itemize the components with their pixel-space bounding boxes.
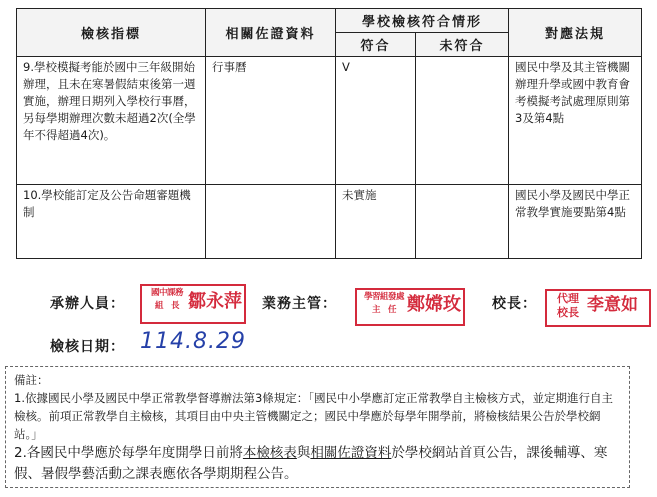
table-row xyxy=(17,57,642,185)
note-2-evidence-link: 相關佐證資料 xyxy=(310,445,392,461)
notes-title: 備註： xyxy=(14,373,49,387)
organizer-stamp-role: 組 長 xyxy=(154,300,179,311)
row-compliant: 未實施 xyxy=(336,185,416,259)
header-compliant: 符合 xyxy=(336,33,416,57)
principal-stamp xyxy=(545,289,651,327)
header-law: 對應法規 xyxy=(509,9,642,57)
header-compliance: 學校檢核符合情形 xyxy=(336,9,509,33)
check-date-label: 檢核日期： xyxy=(50,339,125,355)
supervisor-stamp xyxy=(355,288,465,326)
row-evidence: 行事曆 xyxy=(206,57,336,185)
principal-stamp-role: 校長 xyxy=(557,305,579,319)
row-indicator: 9.學校模擬考能於國中三年級開始辦理，且未在寒暑假結束後第一週實施，辦理日期列入學校行事曆，另每學期辦理次數未超過2次(全學年不得超過4次)。 xyxy=(17,57,206,185)
row-noncompliant xyxy=(416,185,509,259)
notes-box xyxy=(5,366,630,488)
row-law: 國民小學及國民中學正常教學實施要點第4點 xyxy=(509,185,642,259)
principal-stamp-title: 代理 xyxy=(557,292,579,305)
organizer-stamp-name: 鄒永萍 xyxy=(188,291,242,312)
note-2-text: 與 xyxy=(296,445,311,461)
row-compliant: V xyxy=(336,57,416,185)
organizer-stamp-title: 國中課務 xyxy=(150,288,183,298)
principal-stamp-name: 李意如 xyxy=(587,295,638,315)
checklist-table xyxy=(16,8,642,259)
principal-label: 校長： xyxy=(492,296,537,312)
header-noncompliant: 未符合 xyxy=(416,33,509,57)
organizer-label: 承辦人員： xyxy=(50,296,125,312)
note-2 xyxy=(14,443,621,485)
row-noncompliant xyxy=(416,57,509,185)
note-2-checklist-link: 本檢核表 xyxy=(242,445,297,461)
supervisor-stamp-title: 學習組發處 xyxy=(363,292,404,302)
supervisor-stamp-name: 鄭嫦玫 xyxy=(407,294,461,315)
supervisor-label: 業務主管： xyxy=(262,296,337,312)
note-2-text: 2.各國民中學應於每學年度開學日前將 xyxy=(14,445,243,461)
row-indicator: 10.學校能訂定及公告命題審題機制 xyxy=(17,185,206,259)
supervisor-stamp-role: 主 任 xyxy=(371,304,396,315)
header-evidence: 相關佐證資料 xyxy=(206,9,336,57)
note-1: 1.依據國民小學及國民中學正常教學督導辦法第3條規定：「國民中小學應訂定正常教學自主檢核方式，並定期進行自主檢核。前項正常教學自主檢核，其項目由中央主管機關定之；國民中學應於每學年開學前，將檢核結果公告於學校網站。」 xyxy=(14,391,614,441)
row-evidence xyxy=(206,185,336,259)
check-date-value: 114.8.29 xyxy=(140,329,246,354)
header-indicator: 檢核指標 xyxy=(17,9,206,57)
organizer-stamp xyxy=(140,284,246,324)
table-row xyxy=(17,185,642,259)
row-law: 國民中學及其主管機關辦理升學或國中教育會考模擬考試處理原則第3及第4點 xyxy=(509,57,642,185)
note-2-text: 於學校網站首頁公告，課後輔導、寒假、暑假學藝活動之課表應依各學期期程公告。 xyxy=(14,445,608,482)
